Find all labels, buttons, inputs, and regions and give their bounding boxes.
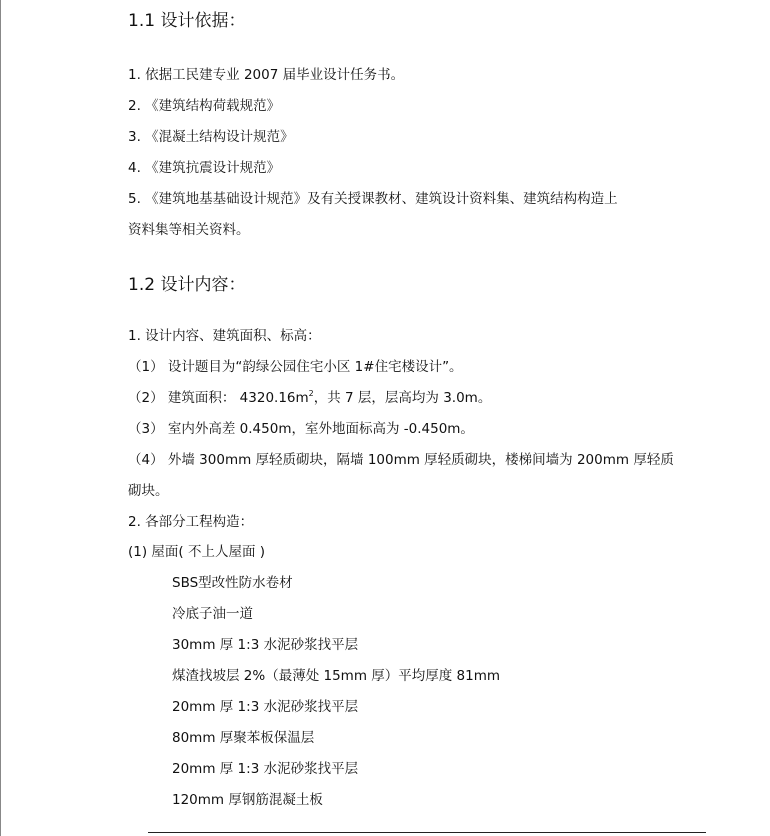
basis-item-2: 2. 《建筑结构荷载规范》 [128,98,281,114]
design-content-intro: 1. 设计内容、建筑面积、标高： [128,328,321,344]
roof-layer: 煤渣找坡层 2%（最薄处 15mm 厚）平均厚度 81mm [172,668,501,684]
basis-item-4: 4. 《建筑抗震设计规范》 [128,160,281,176]
basis-item-5-continued: 资料集等相关资料。 [128,222,250,238]
basis-item-1: 1. 依据工民建专业 2007 届毕业设计任务书。 [128,67,405,83]
basis-item-5: 5. 《建筑地基基础设计规范》及有关授课教材、建筑设计资料集、建筑结构构造上 [128,191,618,207]
page-left-edge [0,0,1,836]
basis-item-3: 3. 《混凝土结构设计规范》 [128,129,294,145]
roof-layer: 80mm 厚聚苯板保温层 [172,730,315,746]
roof-title: (1) 屋面( 不上人屋面 ) [128,544,266,560]
design-item-2-text-rest: ，共 7 层，层高均为 3.0m。 [313,390,492,406]
design-item-3: （3） 室内外高差 0.450m，室外地面标高为 -0.450m。 [128,421,474,437]
section-1-1-heading: 1.1 设计依据： [128,11,246,31]
area-unit-superscript: 2 [308,389,314,398]
design-item-1: （1） 设计题目为“韵绿公园住宅小区 1#住宅楼设计”。 [128,359,463,375]
roof-layer: 冷底子油一道 [172,606,253,622]
page-bottom-rule [148,832,706,833]
roof-layer: 120mm 厚钢筋混凝土板 [172,792,323,808]
design-item-2-text: （2） 建筑面积： 4320.16m [128,390,309,406]
roof-layer: 20mm 厚 1:3 水泥砂浆找平层 [172,761,359,777]
design-item-4-continued: 砌块。 [128,483,169,499]
construction-intro: 2. 各部分工程构造： [128,514,254,530]
roof-layer: 30mm 厚 1:3 水泥砂浆找平层 [172,637,359,653]
roof-layer: SBS型改性防水卷材 [172,575,293,591]
roof-layer: 20mm 厚 1:3 水泥砂浆找平层 [172,699,359,715]
design-item-4: （4） 外墙 300mm 厚轻质砌块，隔墙 100mm 厚轻质砌块，楼梯间墙为 200mm 厚轻质 [128,452,674,468]
section-1-2-heading: 1.2 设计内容： [128,275,246,295]
design-item-2 [128,389,491,407]
